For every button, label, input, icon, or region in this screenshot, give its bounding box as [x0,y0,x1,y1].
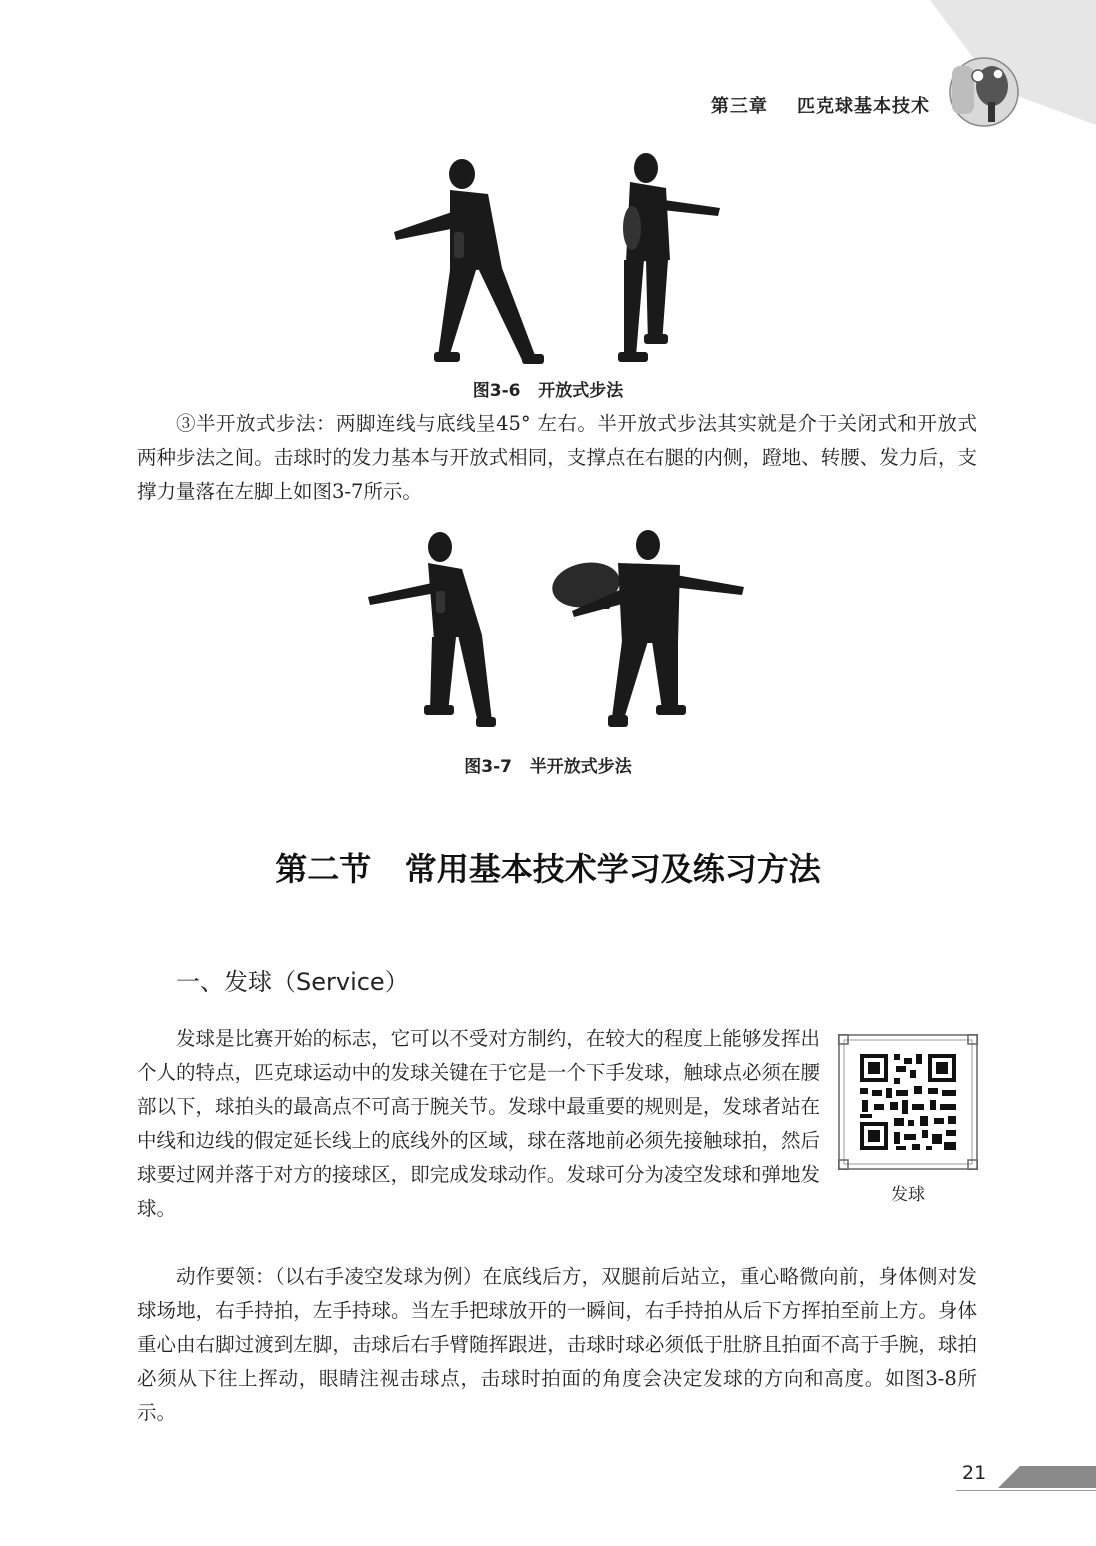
figure-3-7-number: 图3-7 [464,757,512,777]
player-figure-right [618,153,720,362]
player-figure-left [394,159,544,364]
qr-code-icon [860,1054,956,1150]
subsection-title: 发球（Service） [224,968,409,996]
qr-code-label: 发球 [891,1185,925,1205]
chapter-number: 第三章 [710,96,768,117]
figure-3-6-title: 开放式步法 [538,381,624,401]
page-number: 21 [962,1462,987,1484]
page-number-tab [998,1466,1096,1488]
qr-code-frame[interactable] [838,1034,978,1170]
figure-3-6-caption [0,376,1096,401]
figure-3-6-number: 图3-6 [472,381,521,401]
figure-3-7-photo [360,525,750,747]
paragraph-semi-open-footwork: ③半开放式步法：两脚连线与底线呈45° 左右。半开放式步法其实就是介于关闭式和开放式两种步法之间。击球时的发力基本与开放式相同，支撑点在右腿的内侧，蹬地、转腰、发力后，支撑力量落在左脚上如图3-7所示。 [137,412,977,503]
player-figure-right [549,530,744,727]
figure-3-6-photo [380,148,730,370]
figure-3-7-title: 半开放式步法 [529,757,632,777]
section-number: 第二节 [275,850,372,888]
figure-3-7-caption [0,752,1096,777]
section-title [0,844,1096,890]
subsection-heading [176,962,409,997]
section-title-text: 常用基本技术学习及练习方法 [404,850,821,888]
pickleball-paddle-logo [946,56,1022,128]
paragraph-serve-intro: 发球是比赛开始的标志，它可以不受对方制约，在较大的程度上能够发挥出个人的特点，匹克球运动中的发球关键在于它是一个下手发球，触球点必须在腰部以下，球拍头的最高点不可高于腕关节。发球中最重要的规则是，发球者站在中线和边线的假定延长线上的底线外的区域，球在落地前必须先接触球拍，然后球要过网并落于对方的接球区，即完成发球动作。发球可分为凌空发球和弹地发球。 [137,1027,820,1220]
player-figure-left [368,532,496,727]
paragraph-serve-essentials: 动作要领：（以右手凌空发球为例）在底线后方，双腿前后站立，重心略微向前，身体侧对发球场地，右手持拍，左手持球。当左手把球放开的一瞬间，右手持拍从后下方挥拍至前上方。身体重心由右脚过渡到左脚，击球后右手臂随挥跟进，击球时球必须低于肚脐且拍面不高于手腕，球拍必须从下往上挥动，眼睛注视击球点，击球时拍面的角度会决定发球的方向和高度。如图3-8所示。 [137,1265,977,1424]
subsection-number: 一、 [176,968,224,996]
running-head [0,92,930,118]
footer-rule [956,1490,1096,1491]
chapter-title: 匹克球基本技术 [797,96,930,117]
